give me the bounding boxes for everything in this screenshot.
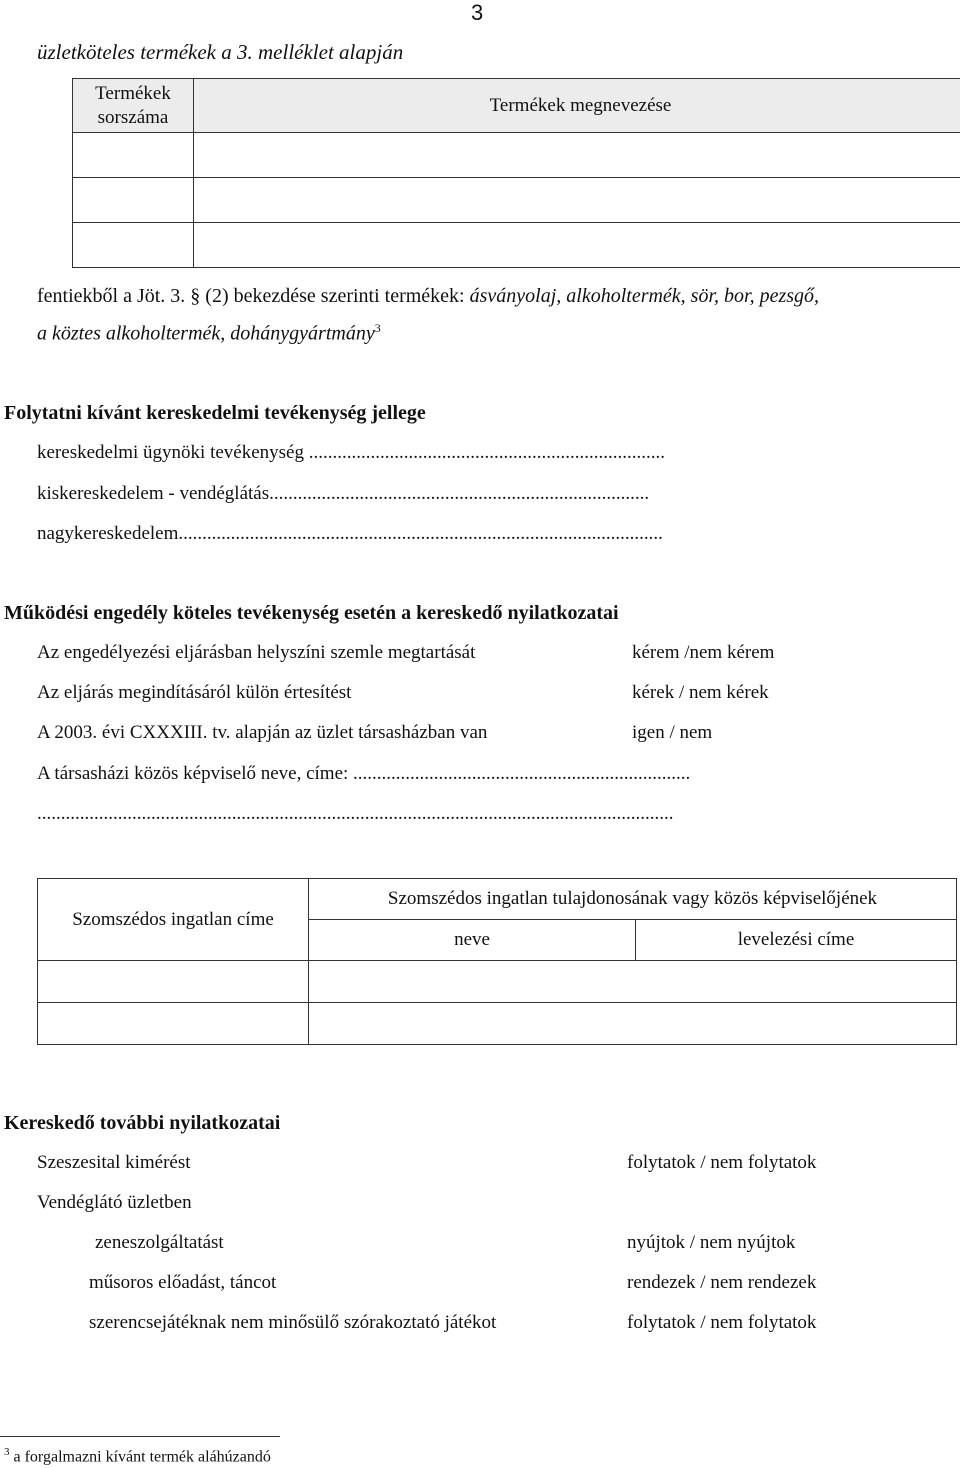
- neighbour-table: [37, 878, 957, 1045]
- product-name-cell[interactable]: [194, 178, 960, 223]
- products-note-line1: [37, 286, 819, 306]
- common-rep-line[interactable]: A társasházi közös képviselő neve, címe: .......................................................................: [37, 764, 691, 783]
- table-row: [73, 133, 960, 178]
- further-sub-value[interactable]: folytatok / nem folytatok: [627, 1312, 817, 1333]
- product-name-cell[interactable]: [194, 133, 960, 178]
- table-row: [38, 1003, 957, 1045]
- footnote-ref: 3: [374, 321, 381, 335]
- further-heading: Kereskedő további nyilatkozatai: [4, 1112, 281, 1134]
- permit-row-label: Az engedélyezési eljárásban helyszíni szemle megtartását: [37, 642, 476, 663]
- product-number-cell[interactable]: [73, 133, 194, 178]
- owner-cell[interactable]: [309, 1003, 957, 1045]
- common-rep-line-2[interactable]: ......................................................................................................................................: [37, 804, 674, 823]
- table-row: [38, 961, 957, 1003]
- neighbour-address-cell[interactable]: [38, 1003, 309, 1045]
- header-owner-address-label: levelezési címe: [737, 929, 855, 950]
- permit-row-label: Az eljárás megindításáról külön értesítést: [37, 682, 352, 703]
- header-owner-name: [309, 920, 636, 961]
- products-note-list: ásványolaj, alkoholtermék, sör, bor, pezsgő,: [469, 285, 820, 307]
- further-sub-value[interactable]: nyújtok / nem nyújtok: [627, 1232, 796, 1253]
- permit-row-value[interactable]: kérem /nem kérem: [632, 642, 775, 663]
- further-row-label: Szeszesital kimérést: [37, 1152, 191, 1173]
- products-table: [72, 78, 960, 268]
- product-number-cell[interactable]: [73, 223, 194, 268]
- products-intro: üzletköteles termékek a 3. melléklet alapján: [37, 40, 404, 64]
- table-row: [73, 178, 960, 223]
- header-owner-address: [636, 920, 957, 961]
- product-name-cell[interactable]: [194, 223, 960, 268]
- products-note-list-2: a köztes alkoholtermék, dohánygyártmány: [37, 322, 375, 345]
- activity-item-wholesale: nagykereskedelem......................................................................................................: [37, 524, 663, 543]
- header-owner-group-label: Szomszédos ingatlan tulajdonosának vagy közös képviselőjének: [387, 888, 878, 909]
- permit-heading: Működési engedély köteles tevékenység esetén a kereskedő nyilatkozatai: [4, 602, 619, 624]
- header-neighbour-address-label: Szomszédos ingatlan címe: [72, 908, 274, 930]
- products-note-line2: [37, 322, 381, 344]
- footnote-divider: [0, 1436, 280, 1437]
- products-table-header: [73, 79, 960, 133]
- further-row-value[interactable]: folytatok / nem folytatok: [627, 1152, 817, 1173]
- header-owner-name-label: neve: [454, 929, 490, 950]
- permit-row-label: A 2003. évi CXXXIII. tv. alapján az üzlet társasházban van: [37, 722, 488, 743]
- neighbour-table-header-top: [38, 879, 957, 920]
- products-note-prefix: fentiekből a Jöt. 3. § (2) bekezdése szerinti termékek:: [37, 285, 470, 307]
- further-sub-label: műsoros előadást, táncot: [89, 1272, 277, 1293]
- further-sub-label: zeneszolgáltatást: [95, 1232, 224, 1253]
- footnote-number: 3: [4, 1446, 10, 1458]
- header-product-number-label: Termékek sorszáma: [95, 82, 171, 128]
- owner-cell[interactable]: [309, 961, 957, 1003]
- product-number-cell[interactable]: [73, 178, 194, 223]
- activity-item-retail: kiskereskedelem - vendéglátás................................................................................: [37, 484, 650, 503]
- activity-heading: Folytatni kívánt kereskedelmi tevékenység jellege: [4, 402, 426, 424]
- table-row: [73, 223, 960, 268]
- permit-row-value[interactable]: kérek / nem kérek: [632, 682, 769, 703]
- header-neighbour-address: [38, 879, 309, 961]
- footnote: [4, 1447, 271, 1465]
- header-owner-group: [309, 879, 957, 920]
- further-sub-label: szerencsejátéknak nem minősülő szórakoztató játékot: [89, 1312, 497, 1333]
- further-row-label: Vendéglátó üzletben: [37, 1192, 192, 1213]
- footnote-text: a forgalmazni kívánt termék aláhúzandó: [9, 1448, 271, 1466]
- further-sub-value[interactable]: rendezek / nem rendezek: [627, 1272, 817, 1293]
- header-product-name: [194, 79, 960, 133]
- header-product-number: [73, 79, 194, 133]
- neighbour-address-cell[interactable]: [38, 961, 309, 1003]
- permit-row-value[interactable]: igen / nem: [632, 722, 713, 743]
- activity-item-agent: kereskedelmi ügynöki tevékenység ...........................................................................: [37, 443, 665, 462]
- page-number: 3: [471, 0, 484, 25]
- header-product-name-label: Termékek megnevezése: [489, 94, 672, 116]
